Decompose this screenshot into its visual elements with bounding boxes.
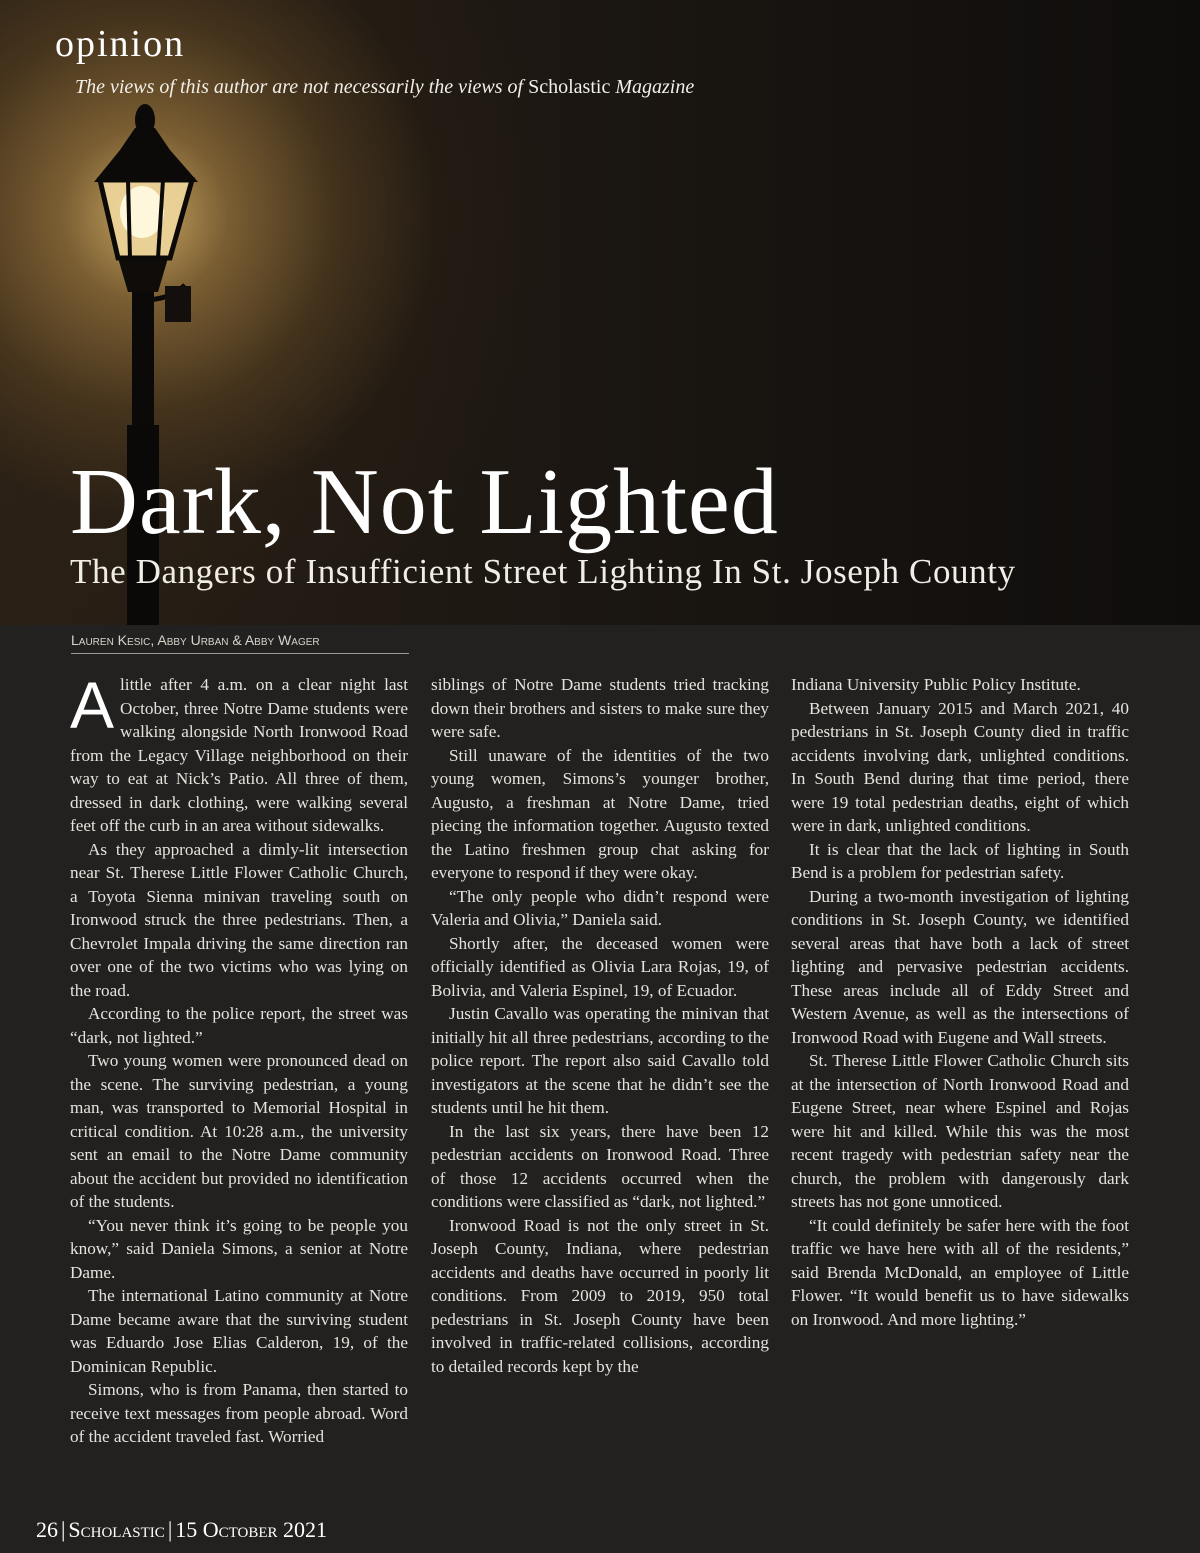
- disclaimer-text: The views of this author are not necessarily the views of: [75, 76, 529, 98]
- dropcap: A: [70, 668, 115, 742]
- article-subheadline: The Dangers of Insufficient Street Lighting In St. Joseph County: [70, 552, 1016, 591]
- paragraph: Shortly after, the deceased women were officially identified as Olivia Lara Rojas, 19, of Bolivia, and Valeria Espinel, 19, of Ecuador.: [431, 933, 769, 1000]
- paragraph: Between January 2015 and March 2021, 40 pedestrians in St. Joseph County died in traffic accidents involving dark, unlighted conditions. In South Bend during that time period, there were 19 total pedestrian deaths, eight of which were in dark, unlighted conditions.: [791, 698, 1129, 835]
- paragraph: Ironwood Road is not the only street in St. Joseph County, Indiana, where pedestrian accidents and deaths have occurred in poorly lit conditions. From 2009 to 2019, 950 total pedestrians in St. Joseph County have been involved in traffic-related collisions, according to detailed records kept by the: [431, 1215, 769, 1376]
- paragraph: As they approached a dimly-lit intersection near St. Therese Little Flower Catholic Church, a Toyota Sienna minivan traveling south on Ironwood struck the three pedestrians. Then, a Chevrolet Impala driving the same direction ran over one of the two victims who was lying on the road.: [70, 839, 408, 1000]
- paragraph: Still unaware of the identities of the two young women, Simons’s younger brother, Augusto, a freshman at Notre Dame, tried piecing the information together. Augusto texted the Latino freshmen group chat asking for everyone to respond if they were okay.: [431, 745, 769, 882]
- paragraph: St. Therese Little Flower Catholic Church sits at the intersection of North Ironwood Road and Eugene Street, near where Espinel and Rojas were hit and killed. While this was the most recent tragedy with pedestrian safety near the church, the problem with dangerously dark streets has not gone unnoticed.: [791, 1051, 1129, 1211]
- paragraph: It is clear that the lack of lighting in South Bend is a problem for pedestrian safety.: [791, 839, 1129, 882]
- lead-paragraph: [70, 668, 408, 838]
- paragraph: According to the police report, the street was “dark, not lighted.”: [70, 1004, 408, 1047]
- disclaimer-magazine: Magazine: [610, 76, 695, 98]
- lead-text: little after 4 a.m. on a clear night last October, three Notre Dame students were walking alongside North Ironwood Road from the Legacy Village neighborhood on their way to eat at Nick’s Patio. All three of them, dressed in dark clothing, were walking several feet off the curb in an area without sidewalks.: [70, 675, 408, 835]
- byline: Lauren Kesic, Abby Urban & Abby Wager: [71, 632, 409, 654]
- article-headline: Dark, Not Lighted: [70, 450, 779, 554]
- article-column-2: [431, 673, 769, 1378]
- paragraph: “The only people who didn’t respond were Valeria and Olivia,” Daniela said.: [431, 886, 769, 929]
- paragraph: “You never think it’s going to be people you know,” said Daniela Simons, a senior at Notre Dame.: [70, 1215, 408, 1282]
- article-column-1: [70, 668, 408, 1449]
- paragraph: During a two-month investigation of lighting conditions in St. Joseph County, we identified several areas that have both a lack of street lighting and pervasive pedestrian accidents. These areas include all of Eddy Street and Western Avenue, as well as the intersections of Ironwood Road with Eugene and Wall streets.: [791, 886, 1129, 1047]
- paragraph: In the last six years, there have been 12 pedestrian accidents on Ironwood Road. Three of those 12 accidents occurred when the conditions were classified as “dark, not lighted.”: [431, 1121, 769, 1211]
- paragraph: Two young women were pronounced dead on the scene. The surviving pedestrian, a young man, was transported to Memorial Hospital in critical condition. At 10:28 a.m., the university sent an email to the Notre Dame community about the accident but provided no identification of the students.: [70, 1051, 408, 1211]
- footer-date: 15 October 2021: [175, 1517, 328, 1542]
- disclaimer: [75, 76, 694, 99]
- paragraph: Justin Cavallo was operating the minivan that initially hit all three pedestrians, according to the police report. The report also said Cavallo told investigators at the scene that he didn’t see the students until he hit them.: [431, 1004, 769, 1117]
- paragraph: The international Latino community at Notre Dame became aware that the surviving student was Eduardo Jose Elias Calderon, 19, of the Dominican Republic.: [70, 1286, 408, 1376]
- paragraph-continued: Indiana University Public Policy Institute.: [791, 675, 1081, 694]
- article-column-3: [791, 673, 1129, 1331]
- section-label: opinion: [55, 23, 186, 65]
- page-number: 26: [36, 1517, 58, 1542]
- disclaimer-publication: Scholastic: [528, 76, 611, 98]
- paragraph-continued: siblings of Notre Dame students tried tracking down their brothers and sisters to make sure they were safe.: [431, 675, 769, 741]
- footer-publication: Scholastic: [68, 1517, 165, 1542]
- paragraph: Simons, who is from Panama, then started to receive text messages from people abroad. Word of the accident traveled fast. Worried: [70, 1380, 408, 1446]
- page-footer: 26 | Scholastic | 15 October 2021: [36, 1517, 328, 1542]
- hero-image: [0, 0, 1200, 625]
- paragraph: “It could definitely be safer here with the foot traffic we have here with all of the residents,” said Brenda McDonald, an employee of Little Flower. “It would benefit us to have sidewalks on Ironwood. And more lighting.”: [791, 1215, 1129, 1329]
